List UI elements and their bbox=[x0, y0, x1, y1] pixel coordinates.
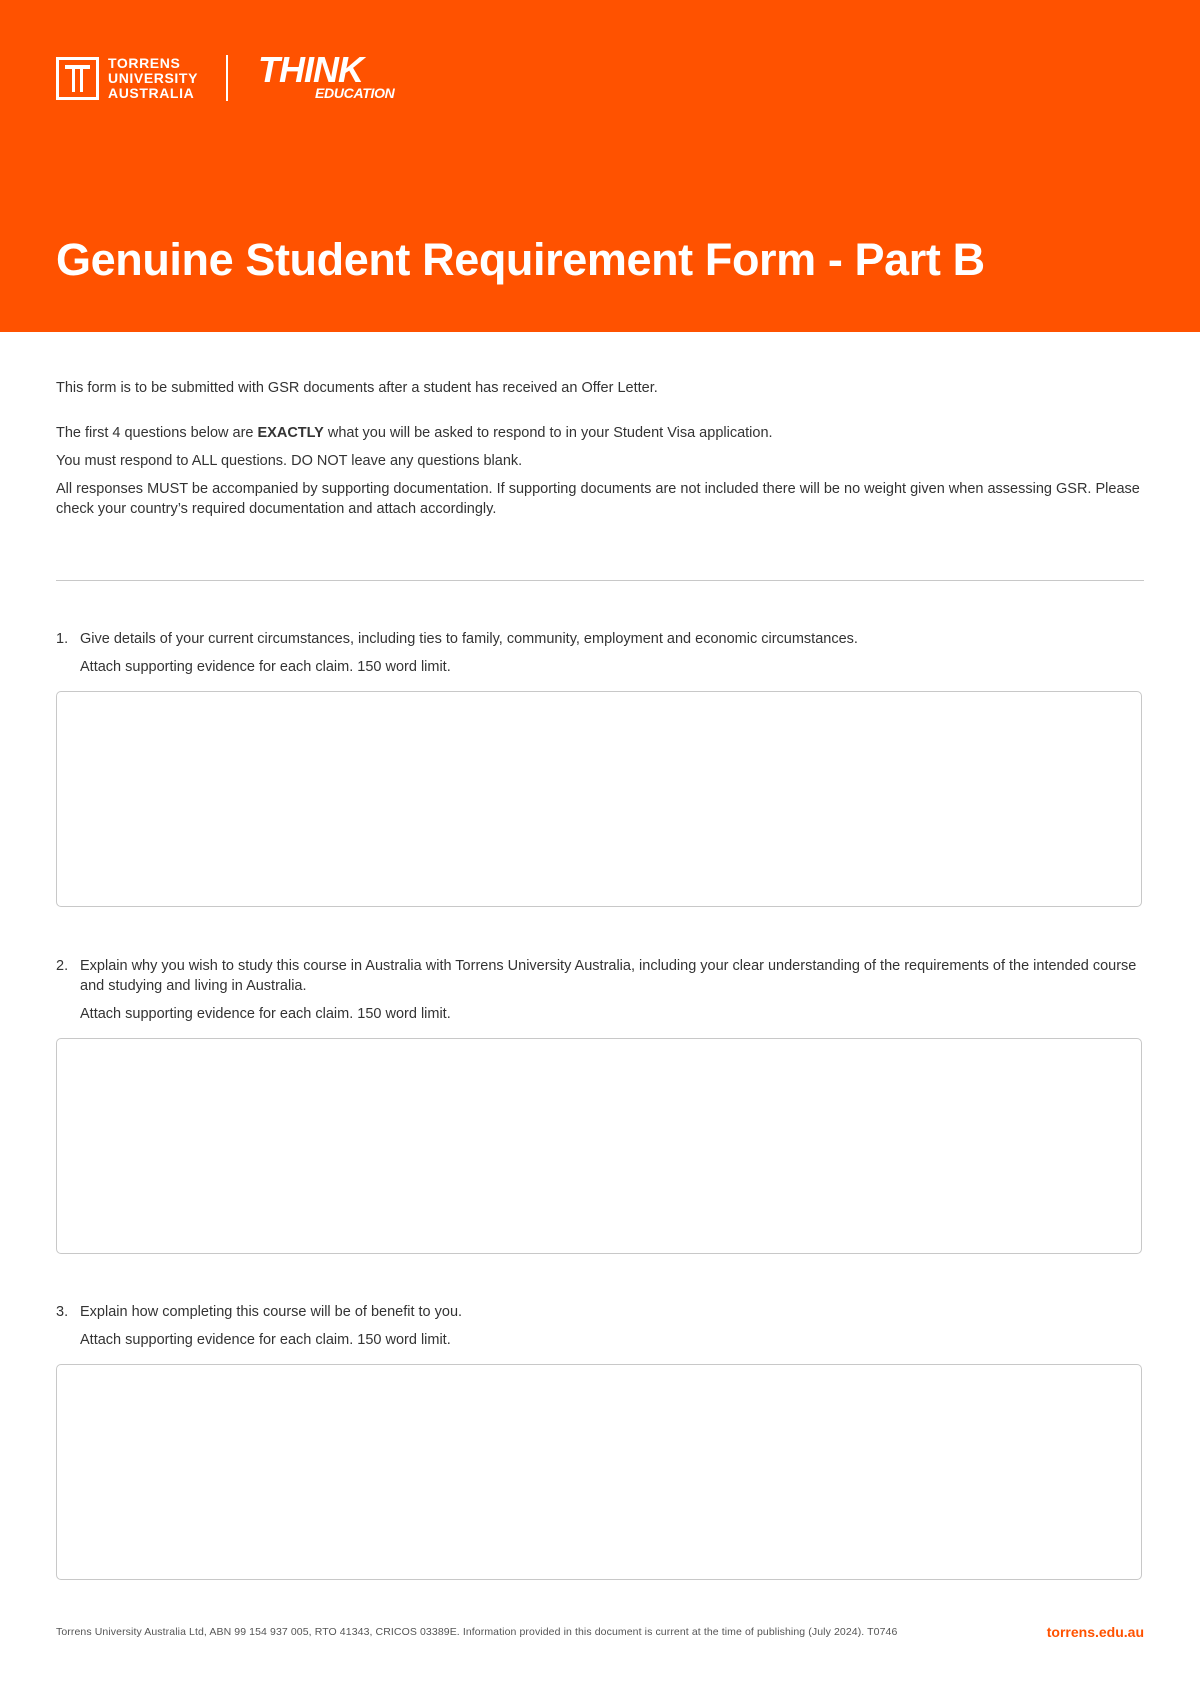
question-number: 3. bbox=[56, 1304, 69, 1320]
torrens-t-logo-icon bbox=[56, 57, 99, 100]
question-2 bbox=[56, 956, 1144, 1024]
question-3 bbox=[56, 1302, 1144, 1350]
intro-text-span: The first 4 questions below are bbox=[56, 425, 258, 441]
question-text: Explain why you wish to study this course in Australia with Torrens University Australia, including your clear understanding of the requirements of the intended course and studying and living in Australia. bbox=[80, 958, 1137, 994]
answer-field-3[interactable] bbox=[56, 1364, 1142, 1580]
question-1 bbox=[56, 629, 1144, 677]
intro-bold-exactly: EXACTLY bbox=[257, 425, 324, 441]
logo-divider bbox=[226, 55, 228, 101]
question-text: Give details of your current circumstances, including ties to family, community, employment and economic circumstances. bbox=[80, 631, 858, 647]
question-hint: Attach supporting evidence for each claim. 150 word limit. bbox=[80, 659, 451, 675]
question-number: 2. bbox=[56, 958, 69, 974]
think-education-logo bbox=[258, 49, 418, 101]
answer-field-2[interactable] bbox=[56, 1038, 1142, 1254]
question-hint: Attach supporting evidence for each claim. 150 word limit. bbox=[80, 1006, 451, 1022]
intro-line: You must respond to ALL questions. DO NOT leave any questions blank. bbox=[56, 453, 523, 469]
intro-line: All responses MUST be accompanied by supporting documentation. If supporting documents are not included there will be no weight given when assessing GSR. Please check your country’s required documentation and attach accordingly. bbox=[56, 481, 1140, 517]
question-text: Explain how completing this course will be of benefit to you. bbox=[80, 1304, 463, 1320]
university-name-line: UNIVERSITY bbox=[108, 69, 199, 86]
think-word: THINK bbox=[258, 49, 364, 90]
page-title: Genuine Student Requirement Form - Part B bbox=[56, 234, 985, 285]
header-banner bbox=[0, 0, 1200, 332]
intro-line: This form is to be submitted with GSR documents after a student has received an Offer Letter. bbox=[56, 380, 658, 396]
university-name-line: TORRENS bbox=[108, 54, 181, 71]
intro-text-span: what you will be asked to respond to in your Student Visa application. bbox=[323, 425, 773, 441]
education-word: EDUCATION bbox=[315, 85, 395, 101]
university-name-line: AUSTRALIA bbox=[108, 84, 195, 101]
answer-field-1[interactable] bbox=[56, 691, 1142, 907]
question-hint: Attach supporting evidence for each claim. 150 word limit. bbox=[80, 1332, 451, 1348]
footer-legal-note: Torrens University Australia Ltd, ABN 99 154 937 005, RTO 41343, CRICOS 03389E. Information provided in this document is current at the time of publishing (July 2024). T0746 bbox=[56, 1626, 898, 1638]
footer-website-link[interactable]: torrens.edu.au bbox=[1046, 1624, 1144, 1640]
intro-text bbox=[56, 378, 1146, 519]
intro-line bbox=[56, 423, 1146, 443]
logo-group bbox=[56, 49, 418, 101]
university-name bbox=[108, 56, 198, 101]
section-divider bbox=[56, 580, 1144, 581]
question-number: 1. bbox=[56, 631, 69, 647]
